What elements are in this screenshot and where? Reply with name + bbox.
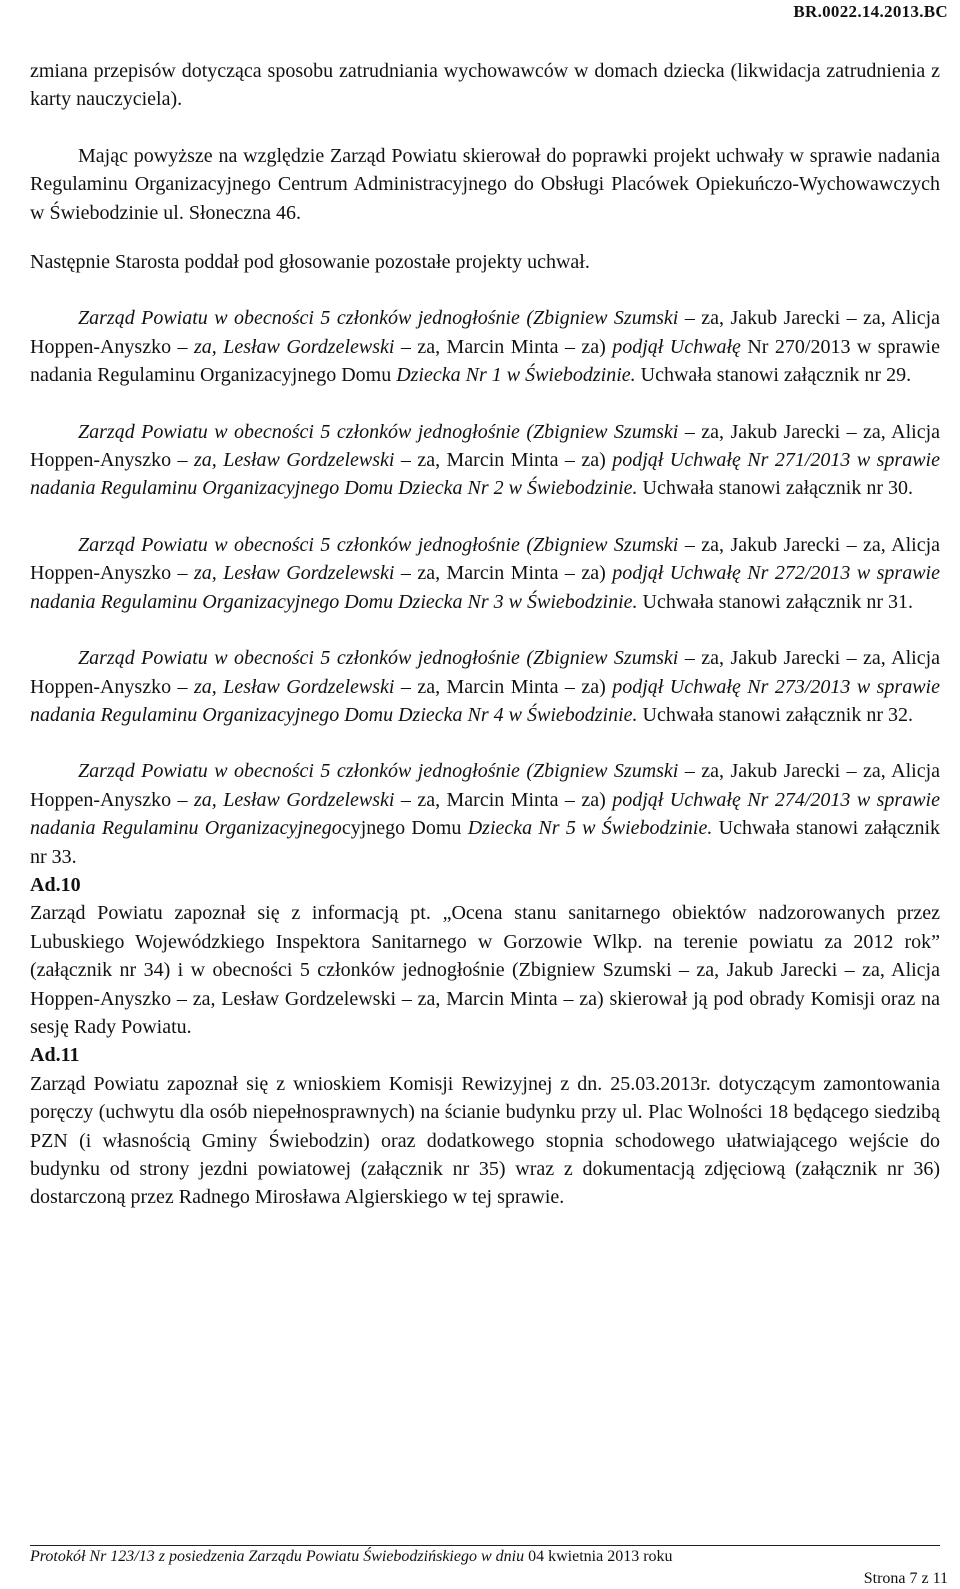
page-number: Strona 7 z 11 (863, 1570, 948, 1587)
resolution-paragraph (30, 304, 940, 389)
resolution-annex: Uchwała stanowi załącznik nr 32. (637, 703, 913, 726)
resolution-vote-d: – za, Marcin Minta – za) (394, 449, 613, 472)
resolution-body: Nr 270/2013 w sprawie nadania Regulaminu Organizacyjnego Domu (30, 335, 940, 387)
resolution-vote-b: – za, Jakub Jarecki – za, Alicja Hoppen-Anyszko – (30, 760, 940, 811)
document-id: BR.0022.14.2013.BC (793, 2, 948, 21)
footer-protocol (30, 1546, 940, 1566)
resolution-place: Dziecka Nr 4 w Świebodzinie. (398, 703, 638, 726)
ad10-heading: Ad.10 (30, 873, 81, 896)
resolution-body: cyjnego Domu (341, 817, 468, 840)
resolution-annex: Uchwała stanowi załącznik nr 30. (637, 477, 913, 500)
resolution-vote-d: – za, Marcin Minta – za) (394, 675, 613, 698)
resolution-vote-c: za, Lesław Gordzelewski (193, 675, 395, 698)
page-footer (30, 1545, 940, 1566)
resolution-vote-b: – za, Jakub Jarecki – za, Alicja Hoppen-Anyszko – (30, 420, 940, 472)
resolution-vote-c: za, Lesław Gordzelewski (193, 788, 395, 811)
resolution-paragraph (30, 531, 940, 616)
resolution-vote-d: – za, Marcin Minta – za) (394, 788, 613, 811)
resolution-intro: podjął Uchwałę Nr 273/2013 w sprawie nadania Regulaminu Organizacyjnego Domu (30, 675, 940, 726)
resolution-annex: Uchwała stanowi załącznik nr 31. (637, 590, 913, 613)
resolution-intro: podjął Uchwałę Nr 272/2013 w sprawie nadania Regulaminu Organizacyjnego Domu (30, 562, 940, 613)
resolution-place: Dziecka Nr 2 w Świebodzinie. (398, 477, 638, 500)
resolutions-list (30, 304, 940, 871)
resolution-annex: Uchwała stanowi załącznik nr 33. (30, 817, 940, 868)
resolution-vote-a: Zarząd Powiatu w obecności 5 członków jednogłośnie (Zbigniew Szumski (78, 760, 679, 783)
paragraph-vote-intro: Następnie Starosta poddał pod głosowanie pozostałe projekty uchwał. (30, 251, 590, 274)
resolution-vote-d: – za, Marcin Minta – za) (394, 335, 613, 358)
resolution-intro: podjął Uchwałę (612, 335, 741, 358)
ad11-heading: Ad.11 (30, 1044, 80, 1067)
resolution-vote-b: – za, Jakub Jarecki – za, Alicja Hoppen-Anyszko – (30, 533, 940, 585)
resolution-intro: podjął Uchwałę Nr 271/2013 w sprawie nadania Regulaminu Organizacyjnego Domu (30, 449, 940, 500)
resolution-vote-b: – za, Jakub Jarecki – za, Alicja Hoppen-Anyszko – (30, 647, 940, 698)
resolution-vote-a: Zarząd Powiatu w obecności 5 członków jednogłośnie (Zbigniew Szumski (78, 533, 679, 556)
resolution-vote-c: za, Lesław Gordzelewski (193, 449, 395, 472)
resolution-vote-a: Zarząd Powiatu w obecności 5 członków jednogłośnie (Zbigniew Szumski (78, 307, 679, 330)
resolution-paragraph (30, 757, 940, 871)
resolution-vote-a: Zarząd Powiatu w obecności 5 członków jednogłośnie (Zbigniew Szumski (78, 420, 679, 443)
resolution-paragraph (30, 644, 940, 729)
ad10-text: Zarząd Powiatu zapoznał się z informacją pt. „Ocena stanu sanitarnego obiektów nadzorowanych przez Lubuskiego Wojewódzkiego Inspektora Sanitarnego w Gorzowie Wlkp. na terenie powiatu za 2012 rok” (załącznik nr 34) i w obecności 5 członków jednogłośnie (Zbigniew Szumski – za, Jakub Jarecki – za, Alicja Hoppen-Anyszko – za, Lesław Gordzelewski – za, Marcin Minta – za) skierował ją pod obrady Komisji oraz na sesję Rady Powiatu. (30, 902, 940, 1038)
paragraph-staff-change: zmiana przepisów dotycząca sposobu zatrudniania wychowawców w domach dziecka (likwidacja zatrudnienia z karty nauczyciela). (30, 60, 940, 111)
resolution-intro: podjął Uchwałę Nr 274/2013 w sprawie nadania Regulaminu Organizacyjnego (30, 788, 940, 840)
resolution-vote-c: za, Lesław Gordzelewski (193, 562, 395, 585)
document-body (30, 57, 940, 1212)
resolution-place: Dziecka Nr 1 w Świebodzinie. (396, 364, 636, 387)
resolution-vote-c: za, Lesław Gordzelewski (193, 335, 395, 358)
resolution-annex: Uchwała stanowi załącznik nr 29. (635, 364, 912, 387)
resolution-vote-b: – za, Jakub Jarecki – za, Alicja Hoppen-Anyszko – (30, 307, 940, 358)
resolution-vote-a: Zarząd Powiatu w obecności 5 członków jednogłośnie (Zbigniew Szumski (78, 647, 679, 670)
ad11-text: Zarząd Powiatu zapoznał się z wnioskiem Komisji Rewizyjnej z dn. 25.03.2013r. dotyczącym zamontowania poręczy (uchwytu dla osób niepełnosprawnych) na ścianie budynku przy ul. Plac Wolności 18 będącego siedzibą PZN (i własnością Gminy Świebodzin) oraz dodatkowego stopnia schodowego ułatwiającego wejście do budynku od strony jezdni powiatowej (załącznik nr 35) wraz z dokumentacją zdjęciową (załącznik nr 36) dostarczoną przez Radnego Mirosława Algierskiego w tej sprawie. (30, 1072, 940, 1209)
resolution-place: Dziecka Nr 5 w Świebodzinie. (467, 817, 713, 840)
resolution-paragraph (30, 418, 940, 503)
footer-date: 04 kwietnia 2013 roku (524, 1548, 673, 1565)
paragraph-draft-correction: Mając powyższe na względzie Zarząd Powiatu skierował do poprawki projekt uchwały w sprawie nadania Regulaminu Organizacyjnego Centrum Administracyjnego do Obsługi Placówek Opiekuńczo-Wychowawczych w Świebodzinie ul. Słoneczna 46. (30, 144, 940, 224)
resolution-vote-d: – za, Marcin Minta – za) (394, 562, 613, 585)
footer-protocol-title: Protokół Nr 123/13 z posiedzenia Zarządu Powiatu Świebodzińskiego w dniu (30, 1548, 525, 1565)
resolution-place: Dziecka Nr 3 w Świebodzinie. (398, 590, 638, 613)
